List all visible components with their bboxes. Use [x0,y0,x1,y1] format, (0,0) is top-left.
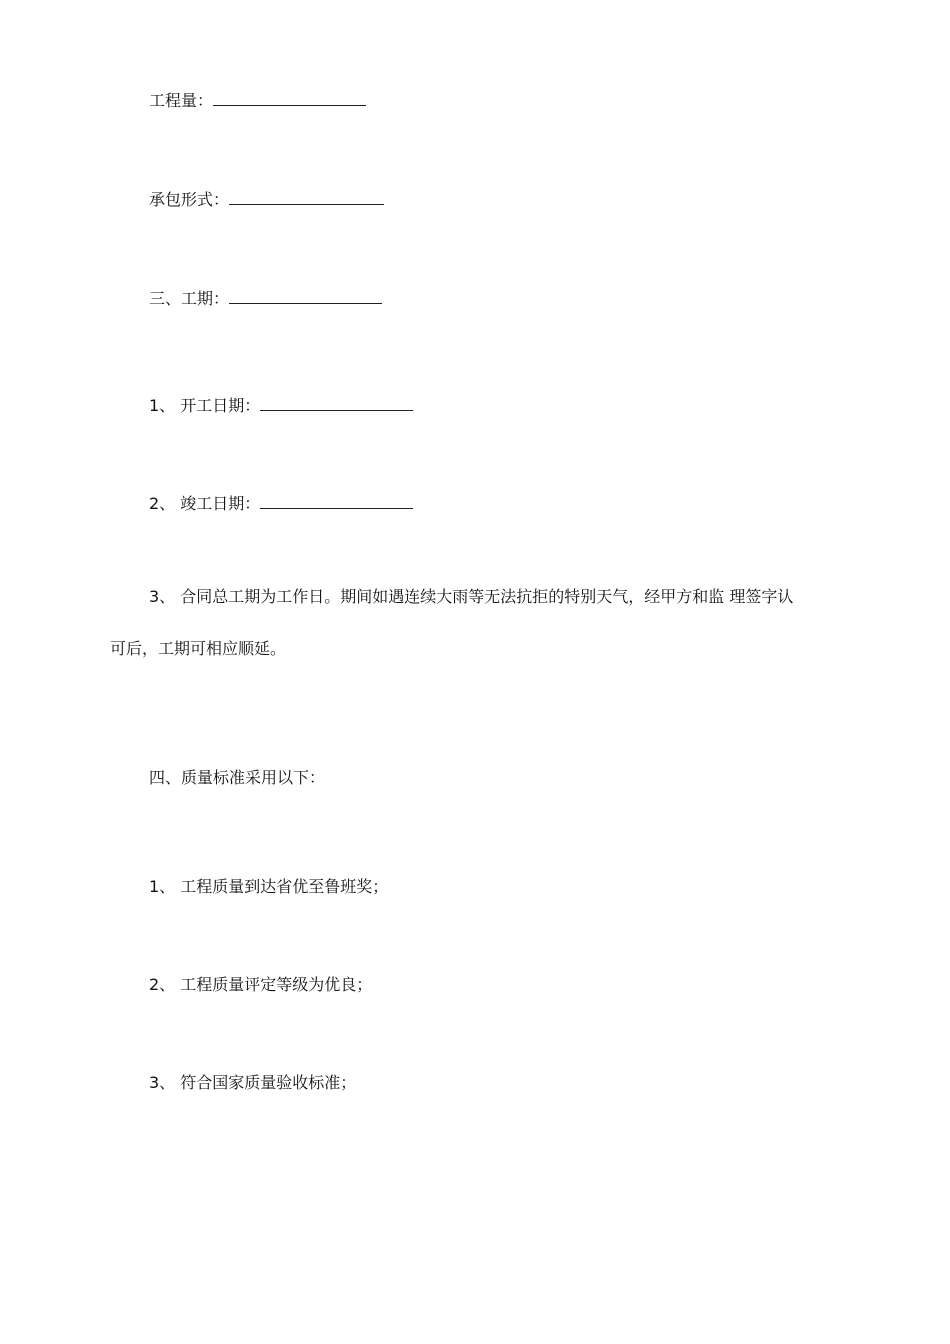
period-paragraph-line-2: 可后，工期可相应顺延。 [110,639,287,658]
quantity-label: 工程量： [149,91,214,110]
end-date-blank-field[interactable] [260,494,413,509]
contract-form-line [149,189,384,211]
quality-section-title: 四、质量标准采用以下： [149,768,326,787]
end-date-line [149,493,413,515]
contract-form-blank-field[interactable] [229,190,384,205]
quantity-blank-field[interactable] [213,91,366,106]
duration-section-label: 三、工期： [149,289,230,308]
contract-form-label: 承包形式： [149,190,230,209]
quality-item: 1、 工程质量到达省优至鲁班奖； [149,877,389,896]
end-date-label: 2、 竣工日期： [149,494,261,513]
period-paragraph-line-1: 3、 合同总工期为工作日。期间如遇连续大雨等无法抗拒的特别天气，经甲方和监 理签字认 [149,587,794,606]
quality-item: 3、 符合国家质量验收标准； [149,1073,357,1092]
quality-item: 2、 工程质量评定等级为优良； [149,975,373,994]
start-date-blank-field[interactable] [260,396,413,411]
duration-section-line [149,288,382,310]
quantity-line [149,90,366,112]
start-date-line [149,395,413,417]
duration-blank-field[interactable] [229,289,382,304]
start-date-label: 1、 开工日期： [149,396,261,415]
